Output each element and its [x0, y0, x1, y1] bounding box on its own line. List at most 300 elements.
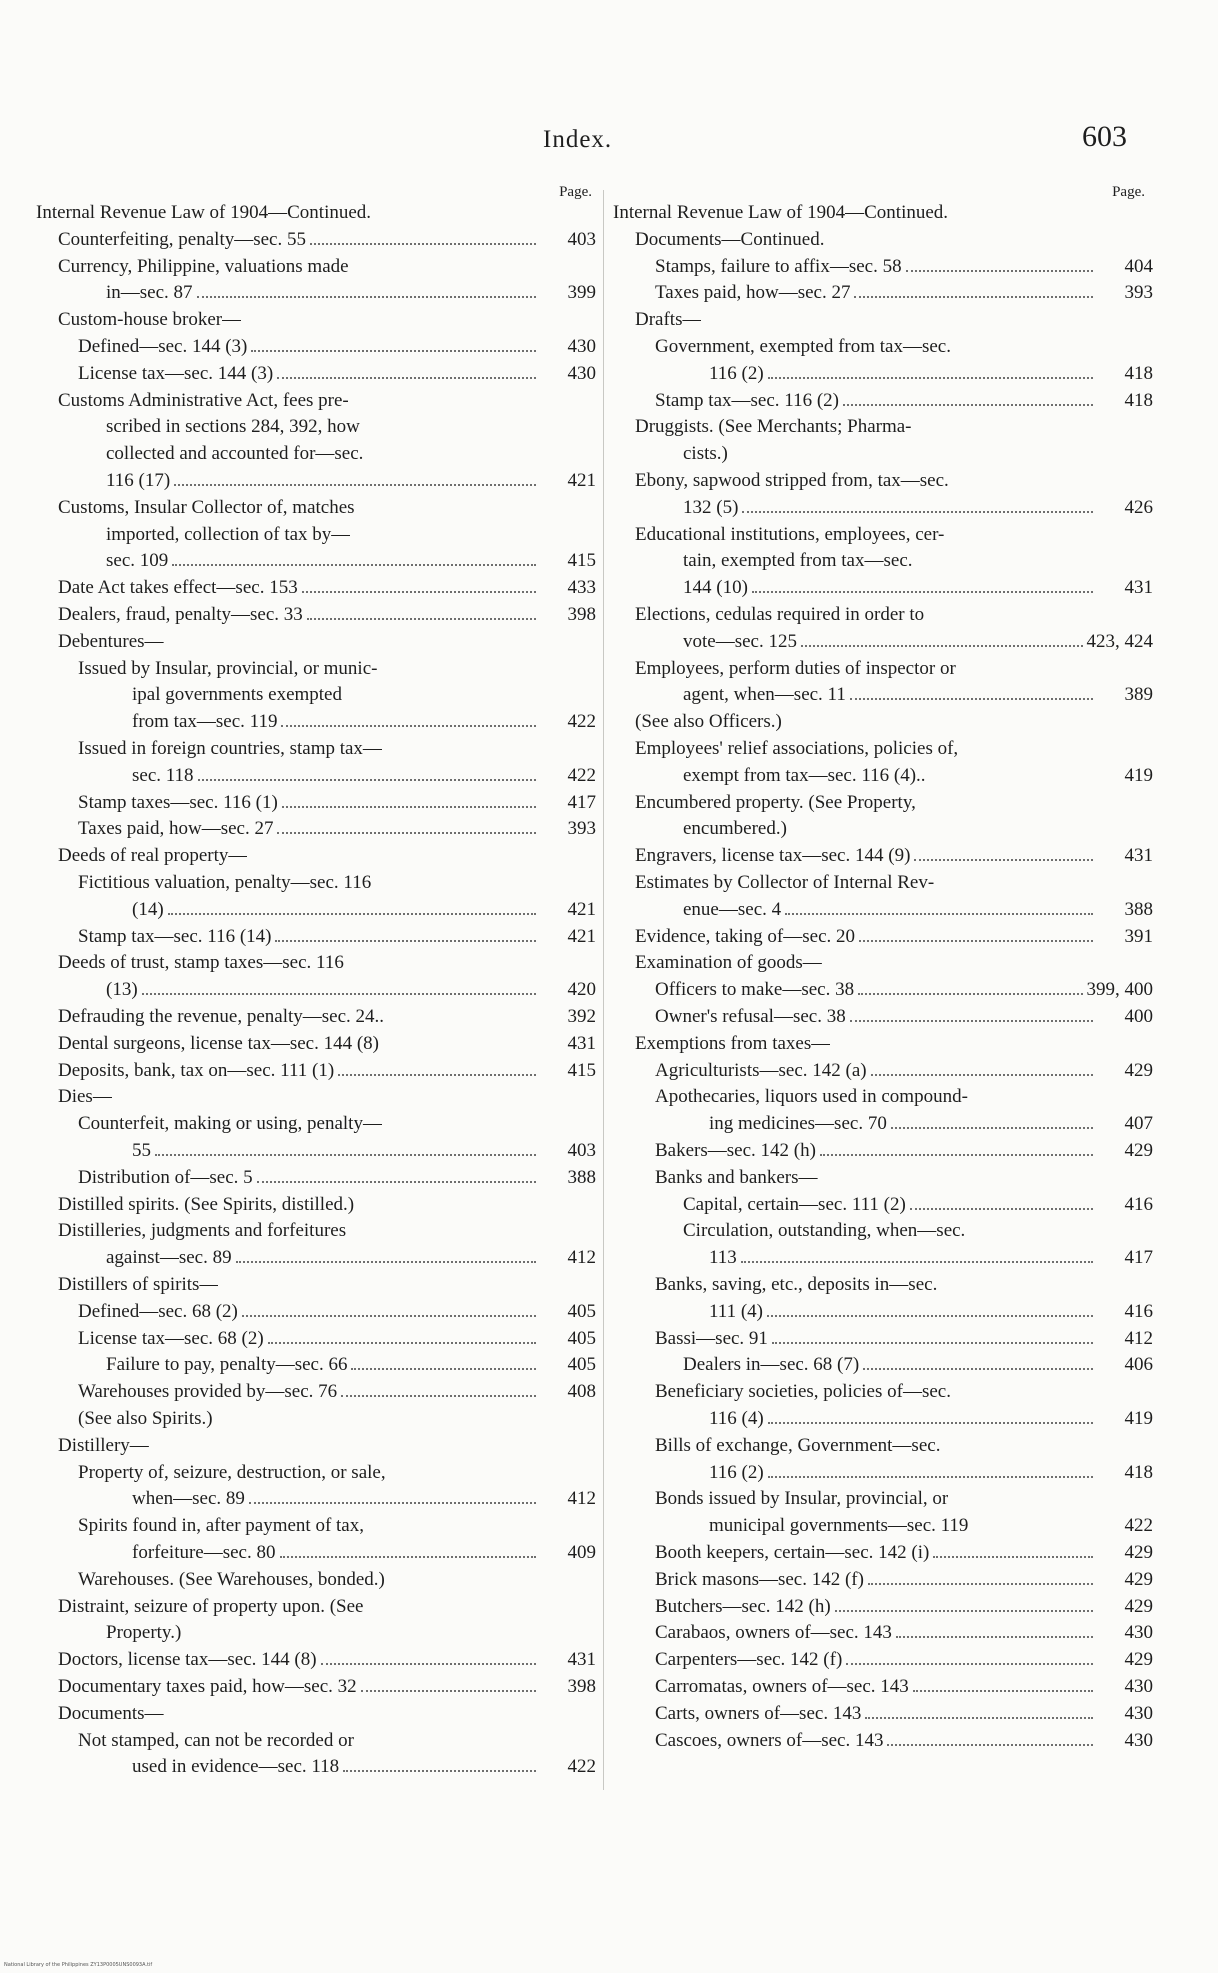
index-entry-page: 429 — [1124, 1568, 1153, 1590]
index-entry-text: Butchers—sec. 142 (h) — [655, 1595, 831, 1617]
index-entry-page: 418 — [1124, 1461, 1153, 1483]
index-entry-text: Property of, seizure, destruction, or sale, — [78, 1461, 386, 1483]
dot-leader — [859, 939, 1093, 942]
index-entry-text: Ebony, sapwood stripped from, tax—sec. — [635, 470, 949, 491]
index-entry-text: collected and accounted for—sec. — [106, 443, 364, 465]
index-entry-page: 403 — [567, 228, 596, 250]
dot-leader — [768, 1421, 1093, 1424]
index-entry-line — [613, 1567, 1153, 1594]
dot-leader — [768, 376, 1093, 379]
index-entry-page: 430 — [1124, 1676, 1153, 1697]
index-entry-line — [613, 1513, 1153, 1540]
index-entry-line — [36, 200, 596, 227]
index-entry-line — [613, 1299, 1153, 1326]
index-entry-text: Cascoes, owners of—sec. 143 — [655, 1729, 884, 1751]
index-entry-page: 403 — [567, 1140, 596, 1161]
index-entry-line — [613, 1031, 1153, 1058]
index-entry-line — [613, 1701, 1153, 1728]
index-entry-page: 431 — [567, 1032, 596, 1054]
index-entry-text: sec. 109 — [106, 550, 169, 572]
index-entry-page: 420 — [567, 979, 596, 1001]
index-entry-line — [36, 1594, 596, 1621]
index-entry-page: 417 — [1124, 1247, 1153, 1269]
index-entry-text: Internal Revenue Law of 1904—Continued. — [36, 202, 372, 223]
dot-leader — [341, 1394, 536, 1397]
index-entry-line — [36, 602, 596, 629]
index-entry-page: 393 — [567, 818, 596, 840]
dot-leader — [910, 1207, 1093, 1210]
index-entry-text: License tax—sec. 68 (2) — [78, 1327, 264, 1349]
index-entry-text: 116 (17) — [106, 470, 171, 491]
index-entry-line — [613, 763, 1153, 790]
dot-leader — [197, 295, 536, 298]
index-entry-text: (13) — [106, 979, 138, 1001]
index-entry-text: Stamp taxes—sec. 116 (1) — [78, 791, 278, 813]
index-entry-page: 412 — [567, 1247, 596, 1269]
index-entry-line — [36, 575, 596, 602]
index-entry-line — [613, 522, 1153, 549]
dot-leader — [913, 1689, 1093, 1692]
dot-leader — [914, 858, 1093, 861]
index-entry-text: Owner's refusal—sec. 38 — [655, 1006, 846, 1027]
index-entry-text: encumbered.) — [683, 818, 787, 840]
index-entry-line — [36, 1299, 596, 1326]
index-entry-line — [36, 977, 596, 1004]
index-entry-line — [36, 1647, 596, 1674]
index-entry-text: 113 — [709, 1247, 737, 1269]
index-entry-line — [613, 1245, 1153, 1272]
dot-leader — [785, 912, 1093, 915]
index-entry-line — [613, 414, 1153, 441]
index-entry-line — [36, 709, 596, 736]
dot-leader — [843, 403, 1093, 406]
index-entry-page: 431 — [1124, 845, 1153, 867]
index-entry-text: Doctors, license tax—sec. 144 (8) — [58, 1649, 317, 1671]
dot-leader — [174, 483, 536, 486]
index-entry-text: Deeds of trust, stamp taxes—sec. 116 — [58, 952, 344, 974]
index-entry-line — [36, 334, 596, 361]
index-entry-text: Government, exempted from tax—sec. — [655, 336, 951, 357]
index-entry-line — [36, 1084, 596, 1111]
index-entry-text: Distilleries, judgments and forfeitures — [58, 1220, 347, 1242]
index-entry-page: 398 — [567, 1676, 596, 1697]
index-entry-page: 412 — [1124, 1327, 1153, 1349]
index-entry-page: 429 — [1124, 1649, 1153, 1671]
index-entry-text: forfeiture—sec. 80 — [132, 1542, 276, 1563]
index-entry-text: Druggists. (See Merchants; Pharma- — [635, 416, 912, 438]
index-entry-page: 407 — [1124, 1113, 1153, 1135]
index-entry-page: 398 — [567, 604, 596, 625]
index-entry-line — [36, 816, 596, 843]
index-entry-page: 415 — [567, 1059, 596, 1081]
index-entry-page: 388 — [567, 1166, 596, 1188]
index-entry-line — [613, 361, 1153, 388]
index-entry-page: 419 — [1124, 1408, 1153, 1429]
index-entry-text: Bakers—sec. 142 (h) — [655, 1140, 816, 1161]
index-entry-text: Dealers in—sec. 68 (7) — [683, 1354, 860, 1376]
index-entry-page: 426 — [1124, 496, 1153, 518]
index-entry-text: Deposits, bank, tax on—sec. 111 (1) — [58, 1059, 335, 1081]
dot-leader — [142, 992, 536, 995]
index-entry-line — [613, 870, 1153, 897]
index-entry-page: 404 — [1124, 255, 1153, 277]
index-entry-line — [613, 280, 1153, 307]
index-entry-page: 418 — [1124, 362, 1153, 384]
dot-leader — [251, 349, 536, 352]
dot-leader — [277, 831, 536, 834]
index-entry-page: 430 — [567, 336, 596, 357]
index-entry-line — [613, 736, 1153, 763]
scan-footer: National Library of the Philippines ZY13P0005UNS0093A.tif — [4, 1962, 153, 1968]
dot-leader — [168, 912, 536, 915]
index-entry-line — [613, 468, 1153, 495]
index-entry-text: Stamps, failure to affix—sec. 58 — [655, 255, 902, 277]
index-entry-line — [613, 1540, 1153, 1567]
index-entry-text: Apothecaries, liquors used in compound- — [655, 1086, 968, 1108]
page-column-label: Page. — [1112, 184, 1145, 200]
index-entry-page: 399, 400 — [1086, 979, 1153, 1001]
index-entry-line — [613, 388, 1153, 415]
dot-leader — [361, 1689, 536, 1692]
index-entry-page: 421 — [567, 898, 596, 920]
index-entry-text: Banks, saving, etc., deposits in—sec. — [655, 1274, 938, 1295]
index-entry-line — [613, 1192, 1153, 1219]
dot-leader — [280, 1555, 537, 1558]
index-entry-line — [613, 1433, 1153, 1460]
dot-leader — [896, 1635, 1093, 1638]
index-entry-text: enue—sec. 4 — [683, 898, 782, 920]
index-entry-line — [36, 1513, 596, 1540]
dot-leader — [321, 1662, 536, 1665]
dot-leader — [772, 1341, 1093, 1344]
dot-leader — [863, 1367, 1093, 1370]
dot-leader — [854, 295, 1093, 298]
index-entry-page: 430 — [1124, 1622, 1153, 1644]
index-entry-text: Custom-house broker— — [58, 309, 242, 331]
index-entry-line — [36, 950, 596, 977]
dot-leader — [846, 1662, 1093, 1665]
index-entry-line — [613, 977, 1153, 1004]
index-entry-page: 431 — [567, 1649, 596, 1671]
index-entry-text: Capital, certain—sec. 111 (2) — [683, 1193, 906, 1215]
index-entry-text: License tax—sec. 144 (3) — [78, 362, 274, 384]
index-entry-text: scribed in sections 284, 392, how — [106, 416, 360, 438]
index-entry-text: 116 (4) — [709, 1408, 764, 1429]
index-entry-text: Failure to pay, penalty—sec. 66 — [106, 1354, 348, 1376]
index-entry-page: 421 — [567, 470, 596, 491]
dot-leader — [268, 1341, 536, 1344]
index-entry-text: Date Act takes effect—sec. 153 — [58, 577, 298, 599]
index-entry-text: Issued by Insular, provincial, or munic- — [78, 657, 378, 679]
index-entry-text: Counterfeit, making or using, penalty— — [78, 1113, 382, 1135]
index-entry-page: 392 — [567, 1006, 596, 1027]
index-entry-text: Employees' relief associations, policies of, — [635, 738, 959, 759]
index-entry-text: (See also Spirits.) — [78, 1408, 213, 1429]
index-entry-line — [36, 1004, 596, 1031]
dot-leader — [768, 1475, 1093, 1478]
index-entry-text: Educational institutions, employees, cer- — [635, 523, 945, 545]
index-entry-line — [36, 656, 596, 683]
index-entry-text: Counterfeiting, penalty—sec. 55 — [58, 228, 306, 250]
dot-leader — [767, 1314, 1093, 1317]
index-entry-page: 422 — [567, 711, 596, 733]
dot-leader — [338, 1073, 536, 1076]
index-entry-line — [36, 736, 596, 763]
index-entry-text: Bassi—sec. 91 — [655, 1327, 768, 1349]
index-entry-line — [613, 441, 1153, 468]
index-entry-text: against—sec. 89 — [106, 1247, 232, 1269]
dot-leader — [302, 590, 536, 593]
index-entry-text: Not stamped, can not be recorded or — [78, 1729, 354, 1751]
index-entry-text: Customs Administrative Act, fees pre- — [58, 389, 349, 411]
index-entry-line — [36, 414, 596, 441]
index-entry-line — [36, 1674, 596, 1701]
index-entry-page: 429 — [1124, 1059, 1153, 1081]
index-entry-page: 417 — [567, 791, 596, 813]
index-entry-text: (14) — [132, 898, 164, 920]
index-entry-page: 431 — [1124, 577, 1153, 599]
index-entry-text: 55 — [132, 1140, 151, 1161]
index-entry-text: Carts, owners of—sec. 143 — [655, 1702, 862, 1724]
index-entry-text: vote—sec. 125 — [683, 630, 797, 652]
index-entry-line — [36, 388, 596, 415]
index-entry-text: Warehouses provided by—sec. 76 — [78, 1381, 338, 1403]
index-entry-text: 111 (4) — [709, 1300, 763, 1322]
index-entry-line — [613, 843, 1153, 870]
index-entry-page: 409 — [567, 1542, 596, 1563]
index-entry-text: Fictitious valuation, penalty—sec. 116 — [78, 872, 372, 893]
index-entry-page: 405 — [567, 1354, 596, 1376]
index-entry-line — [36, 1058, 596, 1085]
column-divider — [603, 190, 604, 1790]
index-entry-line — [36, 1406, 596, 1433]
index-entry-line — [613, 1004, 1153, 1031]
index-entry-line — [36, 1620, 596, 1647]
index-entry-line — [613, 1486, 1153, 1513]
page-number: 603 — [1082, 120, 1127, 153]
index-entry-line — [36, 924, 596, 951]
dot-leader — [275, 939, 536, 942]
index-entry-text: Debentures— — [58, 630, 164, 652]
index-entry-page: 433 — [567, 577, 596, 599]
index-entry-text: Taxes paid, how—sec. 27 — [78, 818, 274, 840]
index-entry-page: 389 — [1124, 684, 1153, 706]
index-entry-line — [613, 1218, 1153, 1245]
index-entry-page: 422 — [567, 1756, 596, 1778]
index-entry-text: Carabaos, owners of—sec. 143 — [655, 1622, 892, 1644]
index-entry-line — [36, 1326, 596, 1353]
index-entry-text: Dental surgeons, license tax—sec. 144 (8) — [58, 1032, 379, 1054]
index-entry-line — [36, 548, 596, 575]
index-entry-text: Circulation, outstanding, when—sec. — [683, 1220, 966, 1242]
dot-leader — [871, 1073, 1093, 1076]
index-entry-text: 144 (10) — [683, 577, 748, 599]
index-entry-page: 406 — [1124, 1354, 1153, 1376]
index-entry-line — [36, 1272, 596, 1299]
dot-leader — [172, 563, 536, 566]
index-entry-text: Distillers of spirits— — [58, 1274, 219, 1295]
index-entry-page: 429 — [1124, 1595, 1153, 1617]
index-entry-text: Distraint, seizure of property upon. (See — [58, 1595, 364, 1617]
index-entry-page: 405 — [567, 1300, 596, 1322]
index-entry-text: Estimates by Collector of Internal Rev- — [635, 872, 935, 893]
index-entry-line — [36, 1245, 596, 1272]
dot-leader — [281, 724, 536, 727]
index-entry-text: Exemptions from taxes— — [635, 1032, 831, 1054]
index-entry-line — [613, 254, 1153, 281]
dot-leader — [891, 1126, 1093, 1129]
dot-leader — [820, 1153, 1093, 1156]
index-entry-text: Officers to make—sec. 38 — [655, 979, 855, 1001]
index-entry-text: used in evidence—sec. 118 — [132, 1756, 340, 1778]
index-entry-page: 405 — [567, 1327, 596, 1349]
index-entry-line — [36, 1460, 596, 1487]
index-entry-line — [36, 1111, 596, 1138]
index-entry-text: Spirits found in, after payment of tax, — [78, 1515, 364, 1537]
index-entry-text: sec. 118 — [132, 764, 194, 786]
dot-leader — [801, 644, 1083, 647]
index-entry-line — [613, 656, 1153, 683]
index-entry-text: ing medicines—sec. 70 — [709, 1113, 887, 1135]
index-entry-text: Evidence, taking of—sec. 20 — [635, 925, 856, 947]
index-entry-line — [613, 495, 1153, 522]
index-entry-text: imported, collection of tax by— — [106, 523, 351, 545]
index-entry-line — [613, 1165, 1153, 1192]
index-entry-text: exempt from tax—sec. 116 (4).. — [683, 764, 926, 786]
index-entry-line — [36, 254, 596, 281]
dot-leader — [257, 1180, 536, 1183]
index-entry-text: Taxes paid, how—sec. 27 — [655, 282, 851, 304]
index-entry-line — [613, 1058, 1153, 1085]
index-entry-line — [36, 1754, 596, 1781]
index-entry-line — [36, 1379, 596, 1406]
index-entry-page: 388 — [1124, 898, 1153, 920]
index-entry-line — [613, 1352, 1153, 1379]
index-entry-line — [613, 1647, 1153, 1674]
index-entry-text: Property.) — [106, 1622, 182, 1644]
index-entry-text: (See also Officers.) — [635, 711, 782, 733]
index-entry-line — [613, 334, 1153, 361]
index-entry-text: Defined—sec. 144 (3) — [78, 336, 248, 357]
index-entry-line — [613, 200, 1153, 227]
index-entry-line — [36, 280, 596, 307]
dot-leader — [887, 1743, 1093, 1746]
index-entry-page: 416 — [1124, 1300, 1153, 1322]
index-entry-line — [36, 897, 596, 924]
index-entry-text: in—sec. 87 — [106, 282, 193, 304]
dot-leader — [858, 992, 1082, 995]
dot-leader — [850, 697, 1093, 700]
dot-leader — [752, 590, 1093, 593]
index-entry-text: Encumbered property. (See Property, — [635, 791, 916, 813]
index-entry-text: Carromatas, owners of—sec. 143 — [655, 1676, 909, 1697]
index-entry-line — [613, 790, 1153, 817]
index-entry-page: 415 — [567, 550, 596, 572]
index-entry-line — [36, 629, 596, 656]
index-entry-line — [613, 1460, 1153, 1487]
index-entry-text: cists.) — [683, 443, 728, 465]
index-entry-line — [613, 1138, 1153, 1165]
index-entry-page: 430 — [1124, 1702, 1153, 1724]
dot-leader — [282, 805, 536, 808]
index-entry-text: Customs, Insular Collector of, matches — [58, 496, 355, 518]
index-entry-page: 399 — [567, 282, 596, 304]
index-entry-line — [613, 1594, 1153, 1621]
dot-leader — [906, 269, 1093, 272]
index-entry-page: 418 — [1124, 389, 1153, 411]
index-entry-line — [613, 1674, 1153, 1701]
index-entry-line — [613, 1084, 1153, 1111]
index-entry-line — [36, 1352, 596, 1379]
index-entry-line — [36, 361, 596, 388]
index-entry-line — [36, 1486, 596, 1513]
index-entry-line — [36, 307, 596, 334]
index-entry-text: Warehouses. (See Warehouses, bonded.) — [78, 1568, 385, 1590]
index-entry-page: 421 — [567, 925, 596, 947]
dot-leader — [343, 1769, 536, 1772]
index-entry-text: Agriculturists—sec. 142 (a) — [655, 1059, 867, 1081]
dot-leader — [850, 1019, 1093, 1022]
index-entry-line — [36, 227, 596, 254]
index-entry-line — [613, 227, 1153, 254]
dot-leader — [351, 1367, 536, 1370]
index-entry-line — [36, 468, 596, 495]
index-entry-text: Documentary taxes paid, how—sec. 32 — [58, 1676, 357, 1697]
dot-leader — [236, 1260, 536, 1263]
index-entry-text: Dies— — [58, 1086, 112, 1108]
index-entry-page: 422 — [567, 764, 596, 786]
index-entry-line — [36, 1165, 596, 1192]
index-entry-line — [36, 522, 596, 549]
index-entry-text: Internal Revenue Law of 1904—Continued. — [613, 202, 949, 223]
index-entry-line — [613, 575, 1153, 602]
index-entry-text: Deeds of real property— — [58, 845, 248, 867]
index-entry-line — [36, 843, 596, 870]
page-column-label: Page. — [559, 184, 592, 200]
index-entry-line — [613, 816, 1153, 843]
index-entry-line — [613, 897, 1153, 924]
index-entry-page: 422 — [1124, 1515, 1153, 1537]
index-entry-text: Dealers, fraud, penalty—sec. 33 — [58, 604, 303, 625]
index-entry-line — [613, 602, 1153, 629]
index-entry-text: Currency, Philippine, valuations made — [58, 255, 349, 277]
index-entry-text: Booth keepers, certain—sec. 142 (i) — [655, 1542, 930, 1563]
index-entry-page: 429 — [1124, 1542, 1153, 1563]
dot-leader — [933, 1555, 1093, 1558]
dot-leader — [249, 1501, 536, 1504]
index-entry-page: 416 — [1124, 1193, 1153, 1215]
index-entry-page: 393 — [1124, 282, 1153, 304]
index-entry-text: Drafts— — [635, 309, 702, 331]
index-entry-page: 400 — [1124, 1006, 1153, 1027]
index-entry-text: municipal governments—sec. 119 — [709, 1515, 969, 1537]
index-entry-line — [36, 763, 596, 790]
index-entry-page: 429 — [1124, 1140, 1153, 1161]
dot-leader — [742, 510, 1093, 513]
index-entry-line — [613, 950, 1153, 977]
index-entry-line — [36, 1031, 596, 1058]
index-entry-text: Defined—sec. 68 (2) — [78, 1300, 238, 1322]
index-entry-line — [36, 1701, 596, 1728]
index-entry-page: 430 — [1124, 1729, 1153, 1751]
index-entry-text: Stamp tax—sec. 116 (2) — [655, 389, 839, 411]
index-entry-page: 391 — [1124, 925, 1153, 947]
index-entry-line — [36, 870, 596, 897]
index-entry-text: Carpenters—sec. 142 (f) — [655, 1649, 843, 1671]
index-entry-text: Elections, cedulas required in order to — [635, 604, 925, 625]
index-entry-text: Bonds issued by Insular, provincial, or — [655, 1488, 949, 1510]
index-entry-page: 423, 424 — [1086, 630, 1153, 652]
